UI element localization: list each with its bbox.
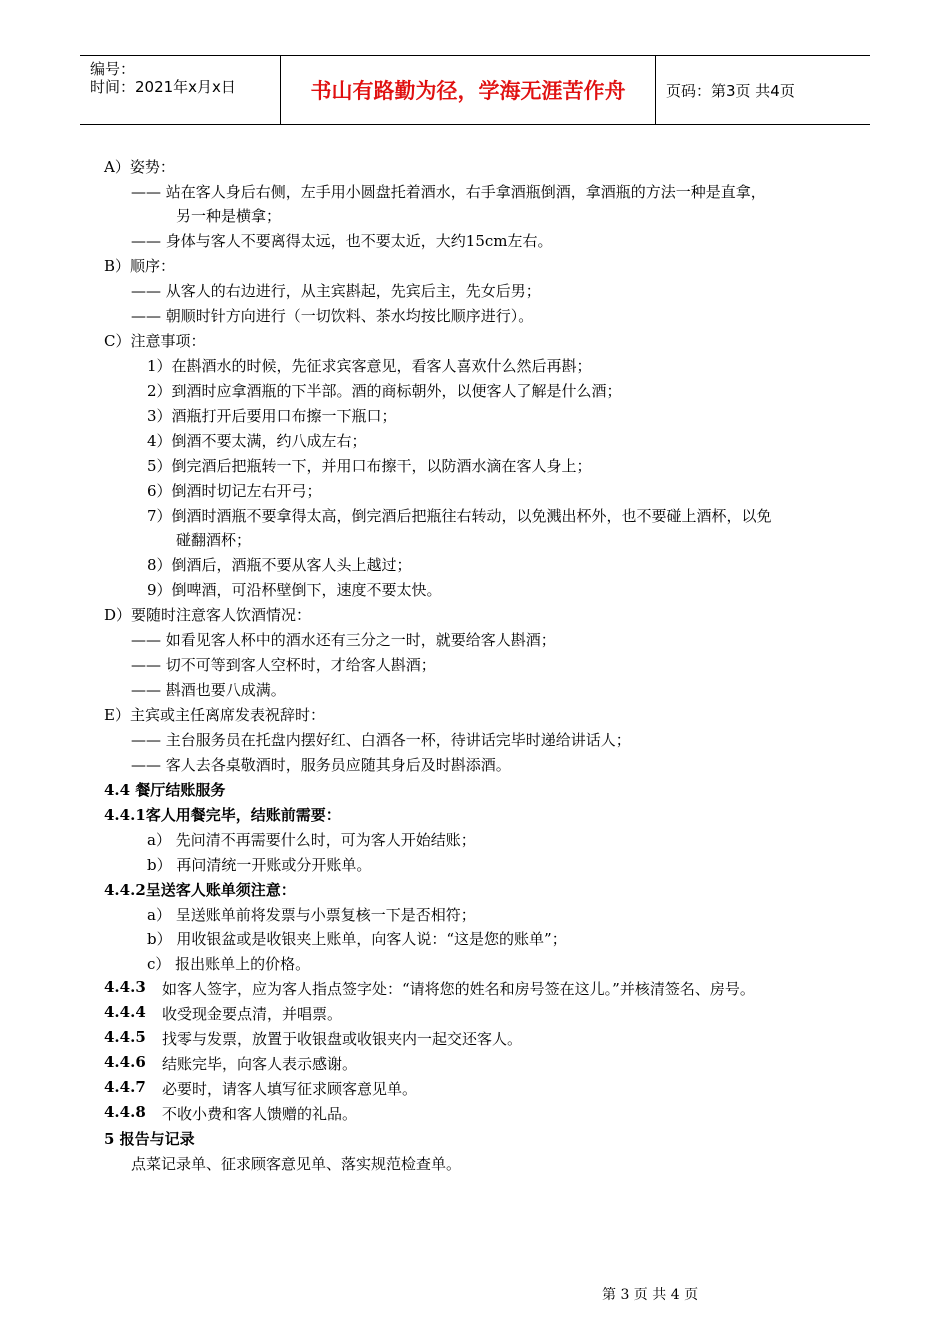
list-item: —— 斟酒也要八成满。 (131, 681, 286, 699)
item-text: 不收小费和客人馈赠的礼品。 (162, 1105, 358, 1123)
header-meta-cell (80, 56, 281, 124)
section-heading-5: 5 报告与记录 (104, 1130, 195, 1148)
item-text: 收受现金要点清，并唱票。 (162, 1005, 343, 1023)
list-item-continuation: 碰翻酒杯； (176, 531, 252, 549)
header-page-info: 页码：第3页 共4页 (666, 81, 795, 100)
list-item: a） 呈送账单前将发票与小票复核一下是否相符； (147, 906, 476, 924)
section-e-heading: E）主宾或主任离席发表祝辞时： (104, 706, 325, 724)
list-item: 3）酒瓶打开后要用口布擦一下瓶口； (147, 407, 397, 425)
item-text: 结账完毕，向客人表示感谢。 (162, 1055, 358, 1073)
section-d-heading: D）要随时注意客人饮酒情况： (104, 606, 312, 624)
item-text: 如客人签字，应为客人指点签字处：“请将您的姓名和房号签在这儿。”并核清签名、房号。 (162, 980, 755, 998)
list-item: 2）到酒时应拿酒瓶的下半部。酒的商标朝外，以便客人了解是什么酒； (147, 382, 622, 400)
item-text: 找零与发票，放置于收银盘或收银夹内一起交还客人。 (162, 1030, 523, 1048)
list-item: 4）倒酒不要太满，约八成左右； (147, 432, 367, 450)
document-number-label: 编号： (90, 60, 136, 78)
list-item: —— 从客人的右边进行，从主宾斟起，先宾后主，先女后男； (131, 282, 541, 300)
list-item: —— 站在客人身后右侧，左手用小圆盘托着酒水，右手拿酒瓶倒酒，拿酒瓶的方法一种是直拿， (131, 183, 766, 201)
list-item: 8）倒酒后，酒瓶不要从客人头上越过； (147, 556, 412, 574)
item-number: 4.4.7 (104, 1078, 146, 1096)
list-item: 7）倒酒时酒瓶不要拿得太高，倒完酒后把瓶往右转动，以免溅出杯外，也不要碰上酒杯，以免 (147, 507, 772, 525)
item-number: 4.4.5 (104, 1028, 146, 1046)
list-item: b） 用收银盆或是收银夹上账单，向客人说：“这是您的账单”； (147, 930, 567, 948)
section-heading-4-4: 4.4 餐厅结账服务 (104, 781, 226, 799)
item-text: 必要时，请客人填写征求顾客意见单。 (162, 1080, 418, 1098)
page-footer: 第 3 页 共 4 页 (602, 1287, 699, 1303)
section-a-heading: A）姿势： (104, 158, 175, 176)
item-number: 4.4.4 (104, 1003, 146, 1021)
list-item: 1）在斟酒水的时候，先征求宾客意见，看客人喜欢什么然后再斟； (147, 357, 592, 375)
list-item: 5）倒完酒后把瓶转一下，并用口布擦干，以防酒水滴在客人身上； (147, 457, 592, 475)
list-item: —— 主台服务员在托盘内摆好红、白酒各一杯，待讲话完毕时递给讲话人； (131, 731, 631, 749)
section-heading-4-4-1: 4.4.1客人用餐完毕，结账前需要： (104, 806, 341, 824)
list-item: b） 再问清统一开账或分开账单。 (147, 856, 372, 874)
item-number: 4.4.6 (104, 1053, 146, 1071)
header-motto: 书山有路勤为径，学海无涯苦作舟 (281, 56, 656, 124)
page-header (80, 55, 870, 125)
list-item: 6）倒酒时切记左右开弓； (147, 482, 322, 500)
list-item-continuation: 另一种是横拿； (176, 207, 282, 225)
document-time-label: 时间：2021年x月x日 (90, 78, 236, 96)
list-item: —— 朝顺时针方向进行（一切饮料、茶水均按比顺序进行）。 (131, 307, 534, 325)
list-item: a） 先问清不再需要什么时，可为客人开始结账； (147, 831, 476, 849)
list-item: c） 报出账单上的价格。 (147, 955, 311, 973)
section-c-heading: C）注意事项： (104, 332, 206, 350)
list-item: —— 身体与客人不要离得太远，也不要太近，大约15cm左右。 (131, 232, 553, 250)
section-b-heading: B）顺序： (104, 257, 176, 275)
item-number: 4.4.8 (104, 1103, 146, 1121)
section-heading-4-4-2: 4.4.2呈送客人账单须注意： (104, 881, 296, 899)
list-item: —— 客人去各桌敬酒时，服务员应随其身后及时斟添酒。 (131, 756, 511, 774)
list-item: 9）倒啤酒，可沿杯壁倒下，速度不要太快。 (147, 581, 442, 599)
paragraph: 点菜记录单、征求顾客意见单、落实规范检查单。 (131, 1155, 462, 1173)
list-item: —— 切不可等到客人空杯时，才给客人斟酒； (131, 656, 436, 674)
item-number: 4.4.3 (104, 978, 146, 996)
list-item: —— 如看见客人杯中的酒水还有三分之一时，就要给客人斟酒； (131, 631, 556, 649)
